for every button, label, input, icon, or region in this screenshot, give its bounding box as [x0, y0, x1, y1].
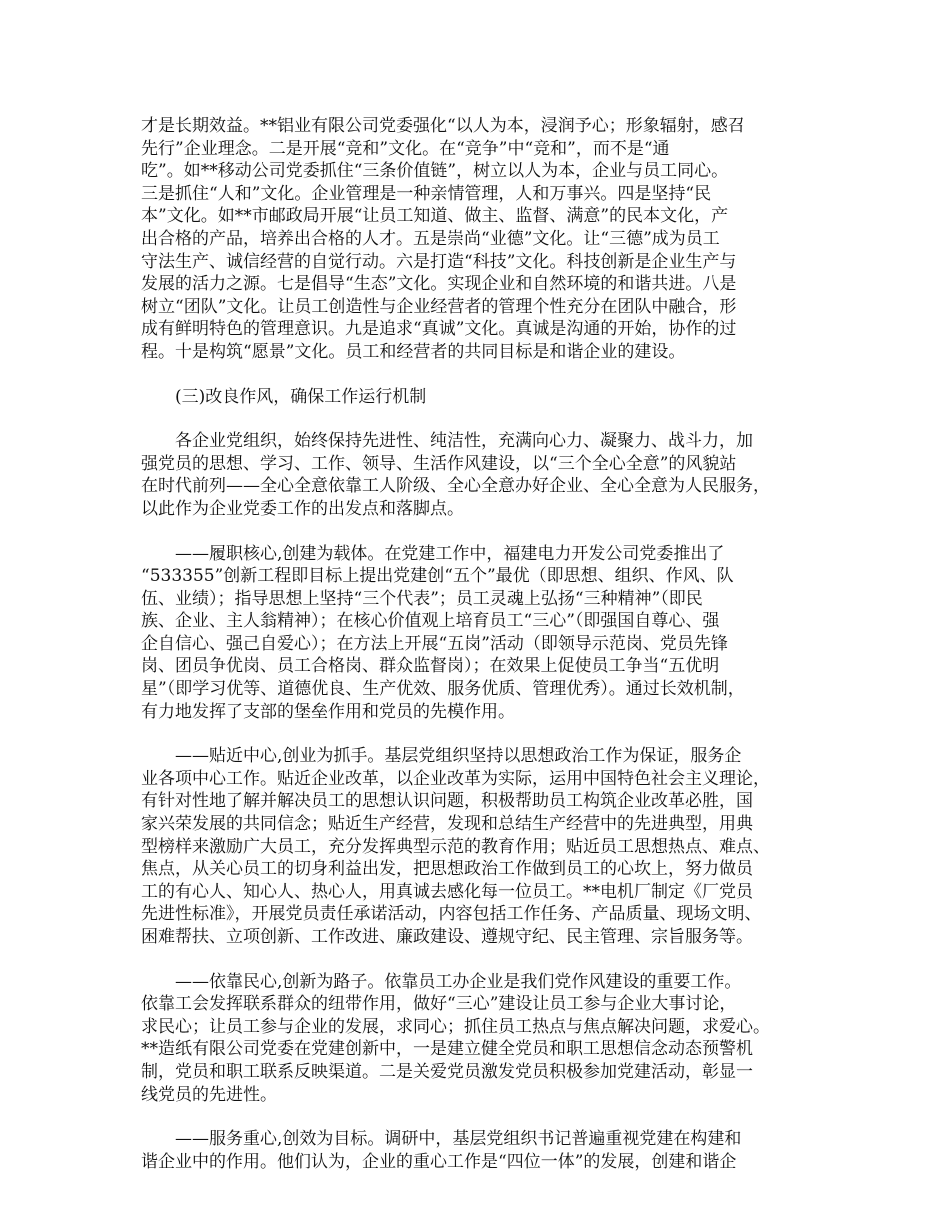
- paragraph-corporate-culture: [141, 115, 831, 364]
- text-line: ——依靠民心,创新为路子。依靠员工办企业是我们党作风建设的重要工作。: [175, 971, 742, 992]
- text-line: **造纸有限公司党委在党建创新中，一是建立健全党员和职工思想信念动态预警机: [141, 1039, 753, 1060]
- text-line: 伍、业绩）；指导思想上坚持“三个代表”；员工灵魂上弘扬“三种精神”（即民: [141, 588, 703, 609]
- text-line: 吃”。如**移动公司党委抓住“三条价值链”，树立以人为本，企业与员工同心。: [141, 161, 729, 182]
- text-line: 制，党员和职工联系反映渠道。二是关爱党员激发党员积极参加党建活动，彰显一: [141, 1061, 753, 1082]
- text-line: 家兴荣发展的共同信念；贴近生产经营，发现和总结生产经营中的先进典型，用典: [141, 814, 753, 835]
- text-line: 星”（即学习优等、道德优良、生产优效、服务优质、管理优秀）。通过长效机制，: [141, 679, 745, 700]
- text-line: 三是抓住“人和”文化。企业管理是一种亲情管理，人和万事兴。四是坚持“民: [141, 183, 712, 204]
- text-line: 树立“团队”文化。让员工创造性与企业经营者的管理个性充分在团队中融合，形: [141, 296, 737, 317]
- text-line: 困难帮扶、立项创新、工作改进、廉政建设、遵规守纪、民主管理、宗旨服务等。: [141, 927, 753, 947]
- text-line: 各企业党组织，始终保持先进性、纯洁性，充满向心力、凝聚力、战斗力，加: [175, 431, 753, 452]
- paragraph-serve-focus: [141, 1128, 831, 1173]
- text-line: 族、企业、主人翁精神）；在核心价值观上培育员工“三心”（即强国自尊心、强: [141, 611, 720, 632]
- text-line: ——履职核心,创建为载体。在党建工作中，福建电力开发公司党委推出了: [175, 543, 725, 564]
- text-line: 先行”企业理念。二是开展“竞和”文化。在“竞争”中“竞和”，而不是“通: [141, 138, 670, 159]
- text-line: ——服务重心,创效为目标。调研中，基层党组织书记普遍重视党建在构建和: [175, 1129, 742, 1150]
- text-line: “533355”创新工程即目标上提出党建创“五个”最优（即思想、组织、作风、队: [141, 566, 734, 587]
- text-line: 岗、团员争优岗、员工合格岗、群众监督岗）；在效果上促使员工争当“五优明: [141, 656, 720, 677]
- text-line: 成有鲜明特色的管理意识。九是追求“真诚”文化。真诚是沟通的开始，协作的过: [141, 319, 737, 340]
- paragraph-core-duties: [141, 543, 831, 724]
- text-line: 出合格的产品，培养出合格的人才。五是崇尚“业德”文化。让“三德”成为员工: [141, 228, 720, 249]
- text-line: 才是长期效益。**铝业有限公司党委强化“以人为本，浸润予心；形象辐射，感召: [141, 116, 745, 136]
- text-line: 业各项中心工作。贴近企业改革，以企业改革为实际，运用中国特色社会主义理论，: [141, 768, 770, 789]
- text-line: 工的有心人、知心人、热心人，用真诚去感化每一位员工。**电机厂制定《厂党员: [141, 881, 753, 902]
- text-line: 求民心；让员工参与企业的发展，求同心；抓住员工热点与焦点解决问题，求爱心。: [141, 1016, 770, 1037]
- text-line: 企自信心、强己自爱心）；在方法上开展“五岗”活动（即领导示范岗、党员先锋: [141, 633, 728, 654]
- text-line: 发展的活力之源。七是倡导“生态”文化。实现企业和自然环境的和谐共进。八是: [141, 274, 737, 295]
- text-line: ——贴近中心,创业为抓手。基层党组织坚持以思想政治工作为保证，服务企: [175, 746, 742, 767]
- paragraph-party-organizations: [141, 430, 831, 520]
- text-line: 有力地发挥了支部的堡垒作用和党员的先模作用。: [141, 701, 515, 722]
- text-line: 焦点，从关心员工的切身利益出发，把思想政治工作做到员工的心坎上，努力做员: [141, 859, 753, 880]
- text-line: 型榜样来激励广大员工，充分发挥典型示范的教育作用；贴近员工思想热点、难点、: [141, 836, 770, 857]
- text-line: 程。十是构筑“愿景”文化。员工和经营者的共同目标是和谐企业的建设。: [141, 341, 686, 362]
- text-line: 有针对性地了解并解决员工的思想认识问题，积极帮助员工构筑企业改革必胜，国: [141, 791, 753, 812]
- text-line: 守法生产、诚信经营的自觉行动。六是打造“科技”文化。科技创新是企业生产与: [141, 251, 737, 272]
- text-line: 依靠工会发挥联系群众的纽带作用，做好“三心”建设让员工参与企业大事讨论，: [141, 994, 737, 1015]
- paragraph-rely-on-people: [141, 971, 831, 1107]
- text-line: 以此作为企业党委工作的出发点和落脚点。: [141, 498, 464, 519]
- text-line: 强党员的思想、学习、工作、领导、生活作风建设，以“三个全心全意”的风貌站: [141, 453, 737, 474]
- paragraph-close-to-center: [141, 745, 831, 948]
- text-line: 本”文化。如**市邮政局开展“让员工知道、做主、监督、满意”的民本文化，产: [141, 206, 729, 227]
- text-line: 在时代前列——全心全意依靠工人阶级、全心全意办好企业、全心全意为人民服务，: [141, 476, 770, 497]
- text-line: 谐企业中的作用。他们认为，企业的重心工作是“四位一体”的发展，创建和谐企: [141, 1151, 737, 1172]
- document-page: [141, 115, 831, 1195]
- text-line: 线党员的先进性。: [141, 1084, 277, 1105]
- text-line: 先进性标准》，开展党员责任承诺活动，内容包括工作任务、产品质量、现场文明、: [141, 904, 762, 925]
- section-heading: (三)改良作风，确保工作运行机制: [175, 386, 427, 407]
